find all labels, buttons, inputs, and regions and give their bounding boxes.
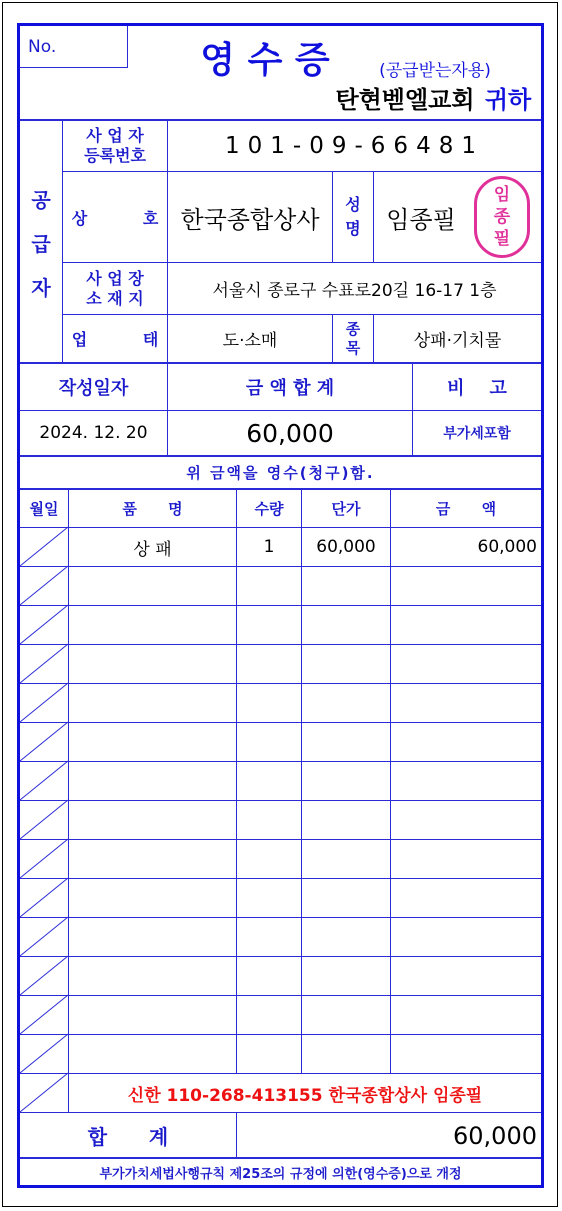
business-type-label: 업 태 (71, 330, 159, 349)
total-label: 금 액 합 계 (245, 378, 335, 399)
regulation-note: 부가가치세법사행규칙 제25조의 규정에 의한(영수증)으로 개정 (99, 1166, 462, 1182)
reg-no-label: 사 업 자 등록번호 (84, 126, 146, 165)
business-type-value: 도·소매 (222, 331, 278, 351)
no-label: No. (28, 37, 57, 57)
receipt-title: 영 수 증 (200, 39, 330, 81)
company-label: 상 호 (71, 208, 159, 228)
remark-label: 비 고 (447, 378, 507, 399)
recipient: 탄현벧엘교회 (335, 85, 475, 114)
header-quantity: 수량 (254, 500, 284, 518)
bank-account-info: 신한 110-268-413155 한국종합상사 임종필 (127, 1085, 483, 1106)
header-item-name: 품 명 (122, 500, 183, 518)
row-amount: 60,000 (477, 537, 537, 557)
company-value: 한국종합상사 (180, 205, 320, 234)
name-value: 임종필 (386, 205, 456, 234)
item-value: 상패·기치물 (413, 331, 502, 351)
honorific: 귀하 (484, 85, 532, 114)
remark-value: 부가세포함 (443, 426, 511, 442)
address-label: 사 업 장 소 재 지 (86, 268, 144, 308)
sum-value: 60,000 (453, 1121, 537, 1150)
date-value: 2024. 12. 20 (39, 423, 148, 443)
supplier-section-label: 공 급 자 (31, 187, 51, 300)
receipt-statement: 위 금액을 영수(청구)함. (186, 464, 375, 482)
row-unit-price: 60,000 (316, 537, 376, 557)
total-value: 60,000 (246, 418, 334, 448)
row-item-name: 상 패 (133, 539, 172, 560)
sum-label: 합 계 (87, 1125, 169, 1149)
item-label: 종 목 (345, 319, 361, 357)
name-label: 성 명 (345, 195, 361, 238)
address-value: 서울시 종로구 수표로20길 16-17 1층 (212, 281, 497, 301)
date-label: 작성일자 (58, 378, 129, 399)
header-date: 월일 (29, 500, 59, 518)
row-quantity: 1 (263, 537, 275, 557)
receipt-form (17, 23, 544, 1188)
header-amount: 금 액 (435, 500, 497, 518)
date-column-diagonals (20, 26, 541, 1191)
reg-no-value: 101-09-66481 (225, 133, 484, 159)
header-unit-price: 단가 (331, 500, 361, 518)
copy-type: (공급받는자용) (379, 60, 491, 81)
seal-stamp: 임 종 필 (474, 176, 530, 258)
